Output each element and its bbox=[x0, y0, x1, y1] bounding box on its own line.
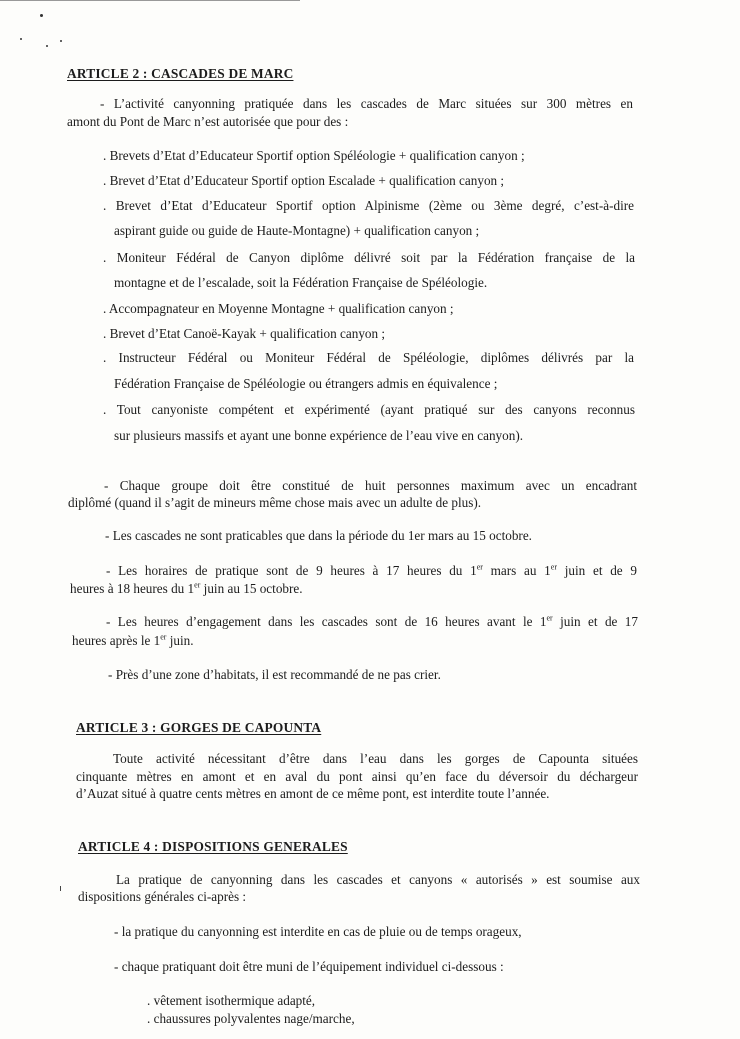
article-2-bullet-8-line-2: sur plusieurs massifs et ayant une bonne expérience de l’eau vive en canyon). bbox=[114, 428, 524, 443]
article-4-equipment-1: . vêtement isothermique adapté, bbox=[147, 993, 316, 1008]
scan-speck bbox=[40, 14, 43, 17]
article-2-period: - Les cascades ne sont praticables que dans la période du 1er mars au 15 octobre. bbox=[105, 528, 532, 543]
article-2-bullet-4-line-2: montagne et de l’escalade, soit la Fédération Française de Spéléologie. bbox=[114, 275, 488, 290]
article-2-bullet-7-line-1: . Instructeur Fédéral ou Moniteur Fédéral de Spéléologie, diplômes délivrés par la bbox=[103, 350, 634, 365]
article-2-bullet-1: . Brevets d’Etat d’Educateur Sportif option Spéléologie + qualification canyon ; bbox=[103, 148, 525, 163]
article-3-line-2: cinquante mètres en amont et en aval du pont ainsi qu’en face du déversoir du déchargeur bbox=[76, 769, 638, 784]
article-2-group-line-2: diplômé (quand il s’agit de mineurs même chose mais avec un adulte de plus). bbox=[68, 495, 482, 510]
article-4-heading: ARTICLE 4 : DISPOSITIONS GENERALES bbox=[78, 839, 348, 854]
article-2-bullet-6: . Brevet d’Etat Canoë-Kayak + qualification canyon ; bbox=[103, 326, 386, 341]
article-4-intro-line-2: dispositions générales ci-après : bbox=[78, 889, 247, 904]
scan-speck bbox=[46, 45, 48, 47]
scan-speck bbox=[60, 40, 62, 42]
article-3-line-1: Toute activité nécessitant d’être dans l’eau dans les gorges de Capounta situées bbox=[113, 751, 638, 766]
article-2-noise: - Près d’une zone d’habitats, il est recommandé de ne pas crier. bbox=[108, 667, 441, 682]
scan-edge-line bbox=[0, 0, 300, 1]
article-2-bullet-3-line-1: . Brevet d’Etat d’Educateur Sportif option Alpinisme (2ème ou 3ème degré, c’est-à-dire bbox=[103, 198, 634, 213]
article-3-heading: ARTICLE 3 : GORGES DE CAPOUNTA bbox=[76, 720, 322, 735]
article-2-intro-line-1: - L’activité canyonning pratiquée dans les cascades de Marc situées sur 300 mètres en bbox=[100, 96, 633, 111]
article-2-hours-line-1: - Les horaires de pratique sont de 9 heures à 17 heures du 1er mars au 1er juin et de 9 bbox=[106, 563, 637, 578]
article-2-group-line-1: - Chaque groupe doit être constitué de huit personnes maximum avec un encadrant bbox=[104, 478, 637, 493]
article-4-rule-2: - chaque pratiquant doit être muni de l’équipement individuel ci-dessous : bbox=[114, 959, 504, 974]
article-2-bullet-3-line-2: aspirant guide ou guide de Haute-Montagne) + qualification canyon ; bbox=[114, 223, 480, 238]
article-4-intro-line-1: La pratique de canyonning dans les cascades et canyons « autorisés » est soumise aux bbox=[116, 872, 640, 887]
article-2-bullet-2: . Brevet d’Etat d’Educateur Sportif option Escalade + qualification canyon ; bbox=[103, 173, 505, 188]
article-2-heading: ARTICLE 2 : CASCADES DE MARC bbox=[67, 66, 294, 81]
article-3-line-3: d’Auzat situé à quatre cents mètres en amont de ce même pont, est interdite toute l’année. bbox=[76, 786, 550, 801]
article-2-bullet-7-line-2: Fédération Française de Spéléologie ou étrangers admis en équivalence ; bbox=[114, 376, 498, 391]
article-2-intro-line-2: amont du Pont de Marc n’est autorisée que pour des : bbox=[67, 114, 349, 129]
article-4-rule-1: - la pratique du canyonning est interdite en cas de pluie ou de temps orageux, bbox=[114, 924, 522, 939]
article-2-bullet-5: . Accompagnateur en Moyenne Montagne + qualification canyon ; bbox=[103, 301, 454, 316]
article-2-bullet-8-line-1: . Tout canyoniste compétent et expérimenté (ayant pratiqué sur des canyons reconnus bbox=[103, 402, 635, 417]
article-2-hours-line-2: heures à 18 heures du 1er juin au 15 octobre. bbox=[70, 580, 303, 596]
article-4-equipment-2: . chaussures polyvalentes nage/marche, bbox=[147, 1011, 355, 1026]
article-2-engagement-line-2: heures après le 1er juin. bbox=[72, 632, 194, 648]
scan-speck bbox=[20, 38, 22, 40]
scan-speck bbox=[60, 886, 61, 891]
article-2-bullet-4-line-1: . Moniteur Fédéral de Canyon diplôme délivré soit par la Fédération française de la bbox=[103, 250, 635, 265]
article-2-engagement-line-1: - Les heures d’engagement dans les cascades sont de 16 heures avant le 1er juin et de 17 bbox=[106, 614, 638, 629]
